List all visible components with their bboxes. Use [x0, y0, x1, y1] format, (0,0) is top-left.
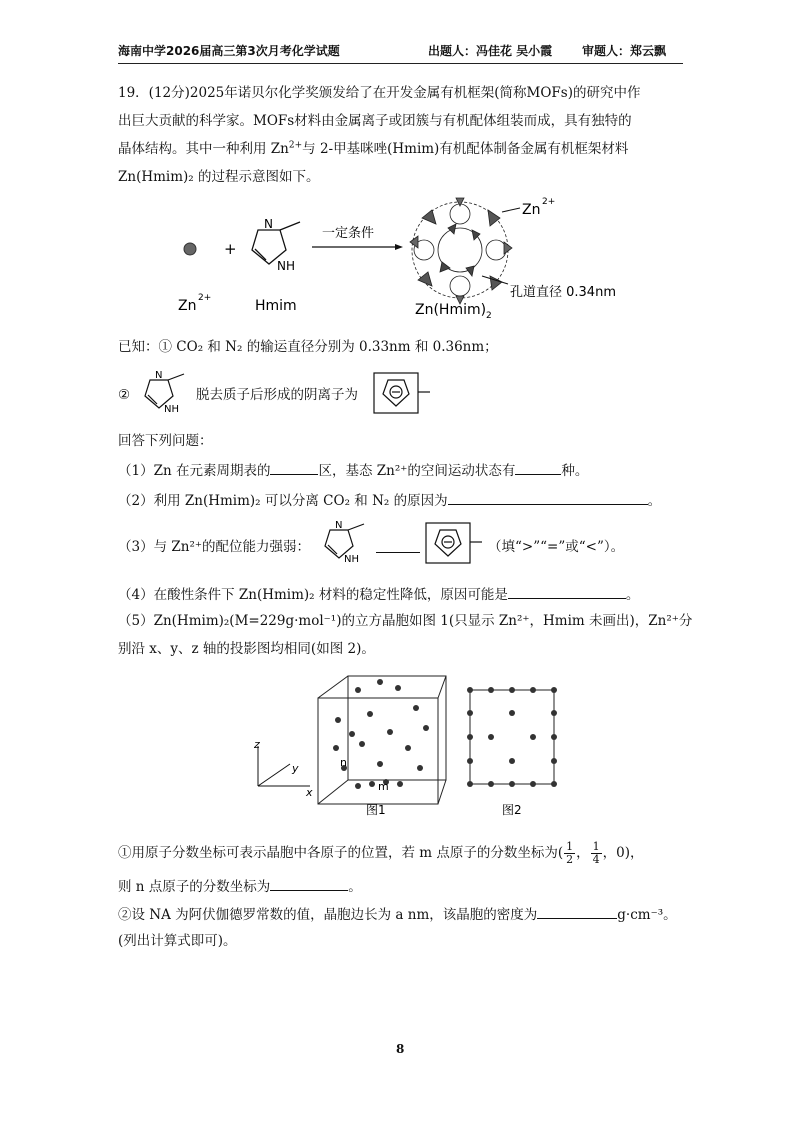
answer-blank-sq2[interactable] [537, 904, 617, 919]
author-label: 出题人：冯佳花 吴小霞 [428, 44, 553, 58]
question-intro-line-4: Zn(Hmim)₂ 的过程示意图如下。 [118, 169, 320, 185]
zn-label-charge: 2+ [198, 293, 212, 303]
sub-question-2-line-2: (列出计算式即可)。 [118, 933, 237, 949]
sq1-text-a: ①用原子分数坐标可表示晶胞中各原子的位置，若 m 点原子的分数坐标为( [118, 845, 564, 861]
question-intro-line-2: 出巨大贡献的科学家。MOFs材料由金属离子或团簇与有机配体组装而成，具有独特的 [118, 113, 632, 129]
part-2 [118, 490, 661, 510]
part-5-line-2: 别沿 x、y、z 轴的投影图均相同(如图 2)。 [118, 641, 375, 657]
part-4 [118, 584, 639, 604]
fraction-1: $\frac{1}{2}$ [566, 840, 574, 866]
part-4-text-c: 。 [625, 587, 640, 603]
axis-z-label: z [254, 738, 260, 751]
zn-ion-dot [184, 243, 196, 255]
mof-framework [410, 198, 512, 304]
sub-question-1-line-2 [118, 876, 362, 896]
answer-blank-2[interactable] [448, 490, 648, 505]
part-1 [118, 460, 588, 480]
zn-callout-line [502, 208, 520, 212]
known-2-text: 脱去质子后形成的阴离子为 [196, 387, 358, 403]
sq1-line2-text-a: 则 n 点原子的分数坐标为 [118, 879, 271, 895]
answer-blank-sq1[interactable] [270, 876, 348, 891]
coordinate-axes [258, 746, 310, 786]
fig2-atoms [467, 687, 557, 787]
hmim-label: Hmim [255, 298, 297, 314]
header-divider [118, 63, 683, 64]
answer-blank-1a[interactable] [270, 460, 318, 475]
answer-blank-4[interactable] [508, 584, 626, 599]
anion-structure [372, 370, 434, 416]
hmim-structure-small [138, 366, 198, 416]
zn-label: Zn [178, 298, 197, 314]
part-1-text-a: （1）Zn 在元素周期表的 [118, 463, 271, 479]
part-1-text-b: 区，基态 Zn²⁺的空间运动状态有 [318, 463, 516, 479]
answer-blank-1b[interactable] [515, 460, 561, 475]
plus-sign: + [224, 240, 237, 258]
sq1-sep: ， [576, 845, 590, 861]
hmim-nh-label: NH [277, 259, 295, 273]
fig2-caption: 图2 [502, 803, 522, 817]
part-4-text-a: （4）在酸性条件下 Zn(Hmim)₂ 材料的稳定性降低，原因可能是 [118, 587, 508, 603]
axis-y-label: y [292, 762, 299, 775]
sq1-text-b: ，0)， [602, 845, 644, 861]
reaction-condition: 一定条件 [322, 226, 375, 241]
sub-question-2 [118, 904, 677, 924]
sq2-text-a: ②设 NA 为阿伏伽德罗常数的值，晶胞边长为 a nm，该晶胞的密度为 [118, 907, 538, 923]
part-3-anion-structure [424, 520, 486, 566]
product-subscript: 2 [486, 311, 492, 321]
sub-question-1 [118, 838, 644, 868]
product-label: Zn(Hmim) [415, 302, 487, 318]
part-5-line-1: （5）Zn(Hmim)₂(M=229g·mol⁻¹)的立方晶胞如图 1(只显示 Zn²⁺，Hmim 未画出)，Zn²⁺分 [118, 613, 693, 629]
reaction-scheme [160, 192, 640, 322]
zn-callout-charge: 2+ [542, 197, 556, 207]
reviewer-label: 审题人：郑云飘 [582, 44, 667, 58]
intro-3-text-a: 晶体结构。其中一种利用 Zn [118, 141, 289, 157]
small-n-label: N [155, 370, 163, 381]
page-number: 8 [396, 1042, 405, 1056]
small-nh-label: NH [164, 404, 179, 415]
p3-nh-label: NH [344, 554, 359, 565]
point-n-label: n [340, 756, 347, 769]
point-m-label: m [378, 780, 389, 793]
part-3-text-a: （3）与 Zn²⁺的配位能力强弱： [118, 539, 310, 555]
part-1-text-c: 种。 [561, 463, 589, 479]
hmim-n-label: N [264, 217, 273, 231]
p3-n-label: N [335, 520, 343, 531]
question-intro-line-1: 19．(12分)2025年诺贝尔化学奖颁发给了在开发金属有机框架(简称MOFs)的研究中作 [118, 85, 641, 101]
part-3-text-b: （填“>”“=”或“<”）。 [488, 539, 625, 555]
sq1-line2-text-b: 。 [348, 879, 362, 895]
part-2-text-a: （2）利用 Zn(Hmim)₂ 可以分离 CO₂ 和 N₂ 的原因为 [118, 493, 448, 509]
axis-x-label: x [306, 786, 313, 799]
reaction-arrowhead [395, 244, 403, 250]
part-2-text-c: 。 [647, 493, 662, 509]
known-1: 已知：① CO₂ 和 N₂ 的输运直径分别为 0.33nm 和 0.36nm； [118, 339, 498, 355]
intro-3-charge: 2+ [288, 140, 303, 151]
fig1-caption: 图1 [366, 803, 386, 817]
part-3-hmim-structure [318, 516, 378, 566]
sq2-text-b: g·cm⁻³。 [617, 907, 677, 923]
pore-diameter-label: 孔道直径 0.34nm [510, 285, 616, 300]
exam-title: 海南中学2026届高三第3次月考化学试题 [118, 44, 340, 58]
crystal-figures [240, 668, 580, 818]
known-2-marker: ② [118, 387, 131, 403]
fraction-2: $\frac{1}{4}$ [592, 840, 600, 866]
intro-3-text-b: 与 2-甲基咪唑(Hmim)有机配体制备金属有机框架材料 [302, 141, 629, 157]
fig1-atoms [333, 679, 429, 789]
hmim-molecule [252, 222, 300, 264]
zn-callout: Zn [522, 202, 541, 218]
question-intro-line-3 [118, 140, 628, 158]
fig2-square [470, 690, 554, 784]
answer-prompt: 回答下列问题： [118, 433, 213, 449]
answer-blank-3[interactable] [376, 538, 420, 553]
